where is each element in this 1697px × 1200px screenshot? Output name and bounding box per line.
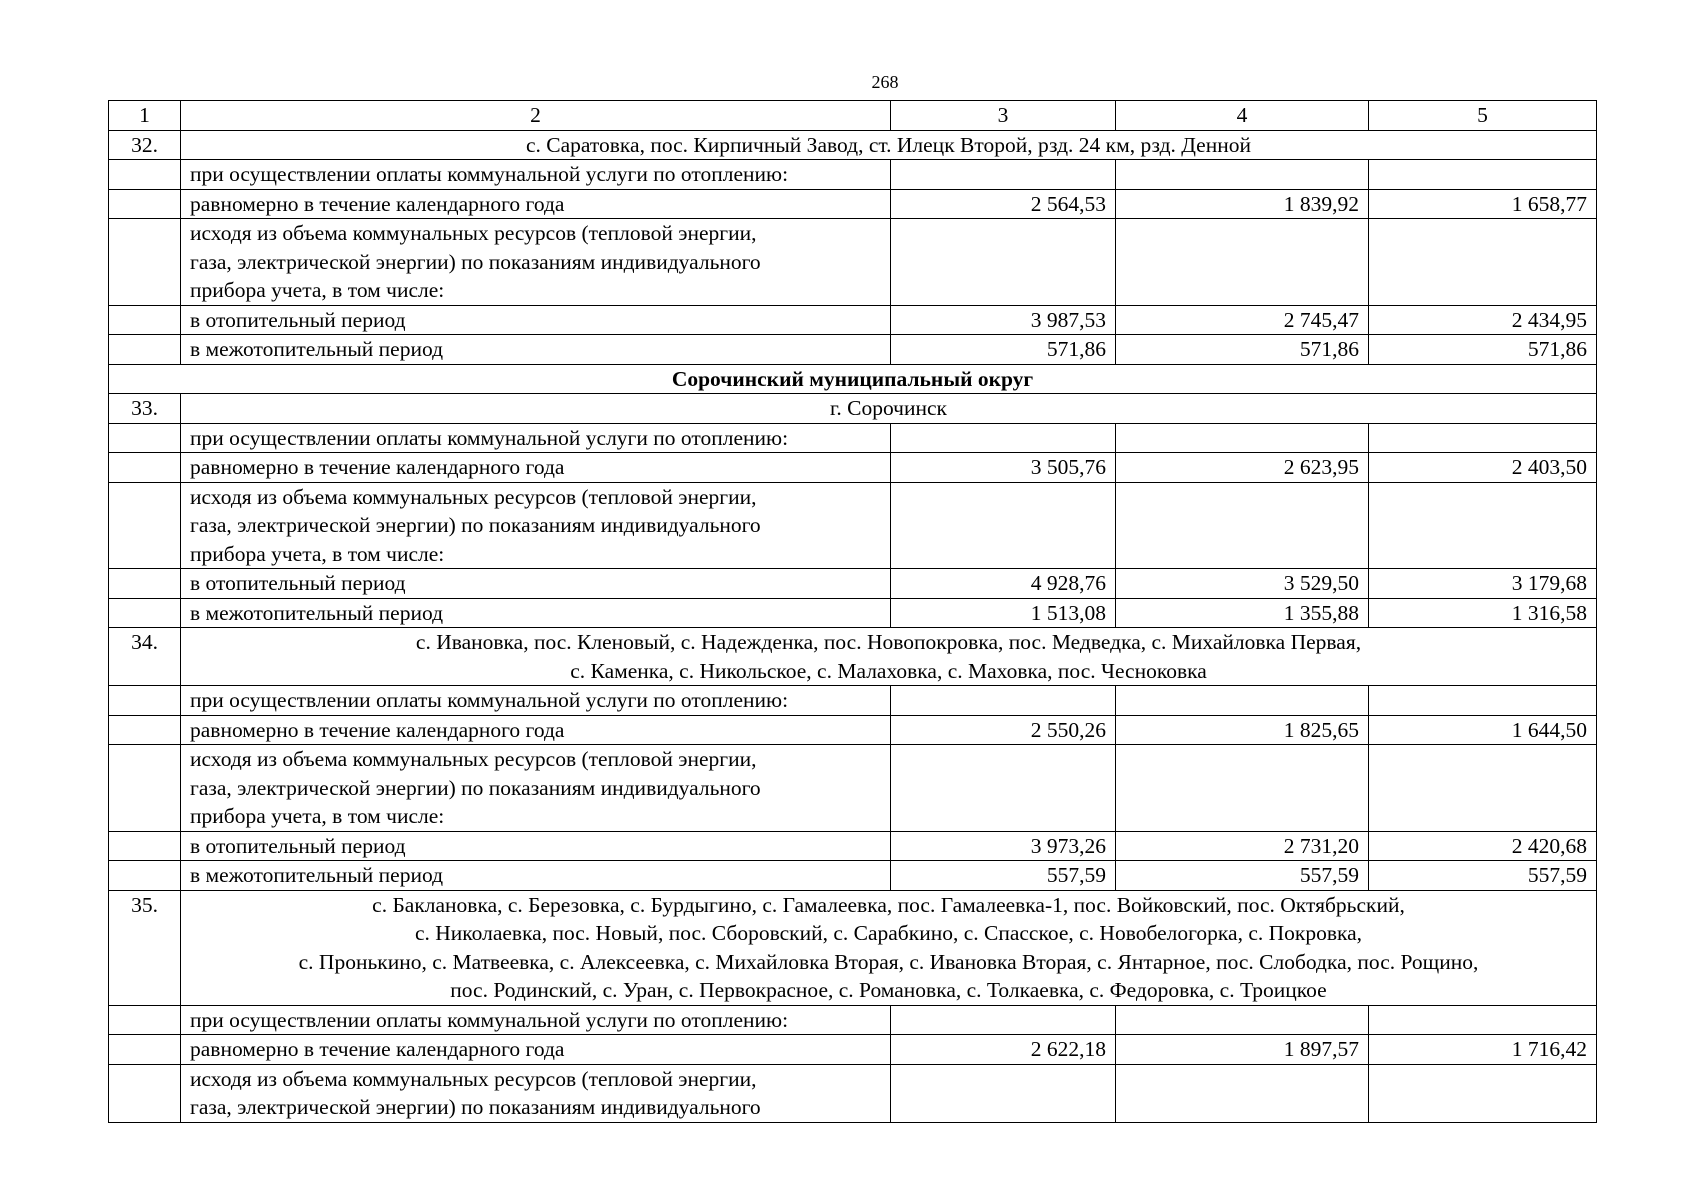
value-cell-4: 2 623,95 <box>1116 453 1369 483</box>
value-cell-5: 1 658,77 <box>1369 189 1597 219</box>
value-cell-5 <box>1369 1064 1597 1122</box>
section-number: 35. <box>109 890 181 1005</box>
row-label-line: в межотопительный период <box>190 337 444 361</box>
value-cell-3 <box>891 686 1116 716</box>
row-label-line: при осуществлении оплаты коммунальной услуги по отоплению: <box>190 1007 789 1032</box>
row-label-line: прибора учета, в том числе: <box>190 278 445 302</box>
row-label-line: при осуществлении оплаты коммунальной услуги по отоплению: <box>190 162 789 186</box>
row-label <box>181 598 891 628</box>
value-cell-5: 2 434,95 <box>1369 305 1597 335</box>
value-cell-5: 1 316,58 <box>1369 598 1597 628</box>
value-cell-3: 2 622,18 <box>891 1035 1116 1065</box>
empty-number-cell <box>109 686 181 716</box>
table-row <box>109 1064 1597 1122</box>
row-label-line: исходя из объема коммунальных ресурсов (тепловой энергии, <box>190 1066 757 1091</box>
row-label <box>181 831 891 861</box>
row-label-line: при осуществлении оплаты коммунальной услуги по отоплению: <box>190 688 789 712</box>
value-cell-4 <box>1116 160 1369 190</box>
column-number-5: 5 <box>1369 101 1597 131</box>
table-body <box>109 101 1597 1123</box>
value-cell-3 <box>891 219 1116 306</box>
row-label <box>181 861 891 891</box>
row-label-line: в отопительный период <box>190 833 406 858</box>
value-cell-3: 3 987,53 <box>891 305 1116 335</box>
row-label <box>181 423 891 453</box>
table-row <box>109 423 1597 453</box>
row-label <box>181 569 891 599</box>
table-row <box>109 160 1597 190</box>
table-row <box>109 861 1597 891</box>
location-row <box>109 628 1597 686</box>
value-cell-4: 1 839,92 <box>1116 189 1369 219</box>
empty-number-cell <box>109 482 181 569</box>
row-label-line: в отопительный период <box>190 307 406 332</box>
location-row <box>109 394 1597 424</box>
location-line: с. Николаевка, пос. Новый, пос. Сборовский, с. Сарабкино, с. Спасское, с. Новобелогорка, с. Покровка, <box>414 921 1363 945</box>
table-row <box>109 305 1597 335</box>
value-cell-5: 2 420,68 <box>1369 831 1597 861</box>
column-number-2: 2 <box>181 101 891 131</box>
row-label <box>181 1035 891 1065</box>
value-cell-4: 2 731,20 <box>1116 831 1369 861</box>
value-cell-4 <box>1116 1064 1369 1122</box>
value-cell-3: 3 505,76 <box>891 453 1116 483</box>
table-row <box>109 686 1597 716</box>
empty-number-cell <box>109 861 181 891</box>
row-label-line: в межотопительный период <box>190 863 444 887</box>
location-line: г. Сорочинск <box>830 396 947 420</box>
table-row <box>109 745 1597 832</box>
row-label <box>181 160 891 190</box>
row-label <box>181 745 891 832</box>
value-cell-4: 571,86 <box>1116 335 1369 365</box>
empty-number-cell <box>109 1035 181 1065</box>
location-line: с. Ивановка, пос. Кленовый, с. Надежденка, пос. Новопокровка, пос. Медведка, с. Михайловка Первая, <box>415 630 1362 654</box>
value-cell-3 <box>891 1064 1116 1122</box>
value-cell-4: 1 825,65 <box>1116 715 1369 745</box>
row-label-line: исходя из объема коммунальных ресурсов (тепловой энергии, <box>190 484 757 509</box>
value-cell-5: 557,59 <box>1369 861 1597 891</box>
value-cell-3: 2 550,26 <box>891 715 1116 745</box>
table-row <box>109 598 1597 628</box>
column-number-1: 1 <box>109 101 181 131</box>
location-line: с. Пронькино, с. Матвеевка, с. Алексеевка, с. Михайловка Вторая, с. Ивановка Вторая, с. Янтарное, пос. Слободка, пос. Рощино, <box>298 949 1479 974</box>
row-label <box>181 1005 891 1035</box>
row-label-line: при осуществлении оплаты коммунальной услуги по отоплению: <box>190 425 789 450</box>
row-label <box>181 715 891 745</box>
table-row <box>109 482 1597 569</box>
value-cell-4 <box>1116 423 1369 453</box>
row-label <box>181 453 891 483</box>
row-label-line: в межотопительный период <box>190 600 444 625</box>
empty-number-cell <box>109 569 181 599</box>
row-label-line: газа, электрической энергии) по показаниям индивидуального <box>190 1095 761 1119</box>
row-label-line: газа, электрической энергии) по показаниям индивидуального <box>190 249 761 274</box>
table-row <box>109 831 1597 861</box>
page-number: 268 <box>871 72 899 92</box>
row-label <box>181 1064 891 1122</box>
location-cell <box>181 628 1597 686</box>
empty-number-cell <box>109 160 181 190</box>
value-cell-4 <box>1116 219 1369 306</box>
table-row <box>109 335 1597 365</box>
row-label-line: газа, электрической энергии) по показаниям индивидуального <box>190 513 761 537</box>
row-label-line: равномерно в течение календарного года <box>190 717 565 742</box>
empty-number-cell <box>109 831 181 861</box>
region-row <box>109 364 1597 394</box>
row-label <box>181 335 891 365</box>
empty-number-cell <box>109 1005 181 1035</box>
value-cell-3 <box>891 160 1116 190</box>
row-label-line: исходя из объема коммунальных ресурсов (тепловой энергии, <box>190 747 757 771</box>
row-label-line: в отопительный период <box>190 571 406 595</box>
empty-number-cell <box>109 745 181 832</box>
value-cell-5 <box>1369 423 1597 453</box>
location-line: с. Баклановка, с. Березовка, с. Бурдыгино, с. Гамалеевка, пос. Гамалеевка-1, пос. Войковский, пос. Октябрьский, <box>372 892 1405 917</box>
region-title: Сорочинский муниципальный округ <box>109 364 1597 394</box>
value-cell-5 <box>1369 1005 1597 1035</box>
location-line: с. Каменка, с. Никольское, с. Малаховка, с. Маховка, пос. Чесноковка <box>570 658 1207 683</box>
table-row <box>109 219 1597 306</box>
table-row <box>109 453 1597 483</box>
location-line: пос. Родинский, с. Уран, с. Первокрасное, с. Романовка, с. Толкаевка, с. Федоровка, с. Троицкое <box>450 978 1327 1002</box>
value-cell-4: 1 897,57 <box>1116 1035 1369 1065</box>
empty-number-cell <box>109 305 181 335</box>
value-cell-3 <box>891 1005 1116 1035</box>
empty-number-cell <box>109 189 181 219</box>
value-cell-4: 2 745,47 <box>1116 305 1369 335</box>
value-cell-5 <box>1369 686 1597 716</box>
row-label <box>181 305 891 335</box>
value-cell-5: 2 403,50 <box>1369 453 1597 483</box>
empty-number-cell <box>109 598 181 628</box>
tariff-table <box>108 100 1597 1123</box>
section-number: 32. <box>109 130 181 160</box>
location-row <box>109 890 1597 1005</box>
empty-number-cell <box>109 219 181 306</box>
value-cell-5: 571,86 <box>1369 335 1597 365</box>
value-cell-5 <box>1369 219 1597 306</box>
value-cell-3: 3 973,26 <box>891 831 1116 861</box>
row-label <box>181 686 891 716</box>
empty-number-cell <box>109 335 181 365</box>
location-line: с. Саратовка, пос. Кирпичный Завод, ст. Илецк Второй, рзд. 24 км, рзд. Денной <box>526 132 1251 157</box>
section-number: 33. <box>109 394 181 424</box>
value-cell-3: 557,59 <box>891 861 1116 891</box>
row-label-line: равномерно в течение календарного года <box>190 455 565 479</box>
column-number-3: 3 <box>891 101 1116 131</box>
value-cell-5 <box>1369 745 1597 832</box>
value-cell-5: 1 644,50 <box>1369 715 1597 745</box>
empty-number-cell <box>109 453 181 483</box>
value-cell-3: 4 928,76 <box>891 569 1116 599</box>
row-label-line: исходя из объема коммунальных ресурсов (тепловой энергии, <box>190 221 757 245</box>
table-row <box>109 1005 1597 1035</box>
value-cell-3 <box>891 745 1116 832</box>
value-cell-5 <box>1369 160 1597 190</box>
section-number: 34. <box>109 628 181 686</box>
column-number-row <box>109 101 1597 131</box>
location-row <box>109 130 1597 160</box>
table-row <box>109 715 1597 745</box>
table-row <box>109 189 1597 219</box>
value-cell-3 <box>891 423 1116 453</box>
value-cell-5: 3 179,68 <box>1369 569 1597 599</box>
empty-number-cell <box>109 715 181 745</box>
location-cell <box>181 394 1597 424</box>
row-label-line: газа, электрической энергии) по показаниям индивидуального <box>190 775 761 800</box>
location-cell <box>181 130 1597 160</box>
value-cell-4: 1 355,88 <box>1116 598 1369 628</box>
value-cell-4: 3 529,50 <box>1116 569 1369 599</box>
row-label-line: прибора учета, в том числе: <box>190 804 445 828</box>
value-cell-4: 557,59 <box>1116 861 1369 891</box>
value-cell-4 <box>1116 745 1369 832</box>
value-cell-3: 571,86 <box>891 335 1116 365</box>
empty-number-cell <box>109 1064 181 1122</box>
value-cell-3: 1 513,08 <box>891 598 1116 628</box>
row-label <box>181 219 891 306</box>
value-cell-4 <box>1116 482 1369 569</box>
value-cell-5 <box>1369 482 1597 569</box>
row-label-line: прибора учета, в том числе: <box>190 541 445 566</box>
row-label <box>181 189 891 219</box>
value-cell-4 <box>1116 1005 1369 1035</box>
table-row <box>109 569 1597 599</box>
column-number-4: 4 <box>1116 101 1369 131</box>
value-cell-5: 1 716,42 <box>1369 1035 1597 1065</box>
location-cell <box>181 890 1597 1005</box>
table-row <box>109 1035 1597 1065</box>
value-cell-3 <box>891 482 1116 569</box>
value-cell-4 <box>1116 686 1369 716</box>
row-label-line: равномерно в течение календарного года <box>190 191 565 216</box>
row-label <box>181 482 891 569</box>
row-label-line: равномерно в течение календарного года <box>190 1037 565 1061</box>
value-cell-3: 2 564,53 <box>891 189 1116 219</box>
empty-number-cell <box>109 423 181 453</box>
